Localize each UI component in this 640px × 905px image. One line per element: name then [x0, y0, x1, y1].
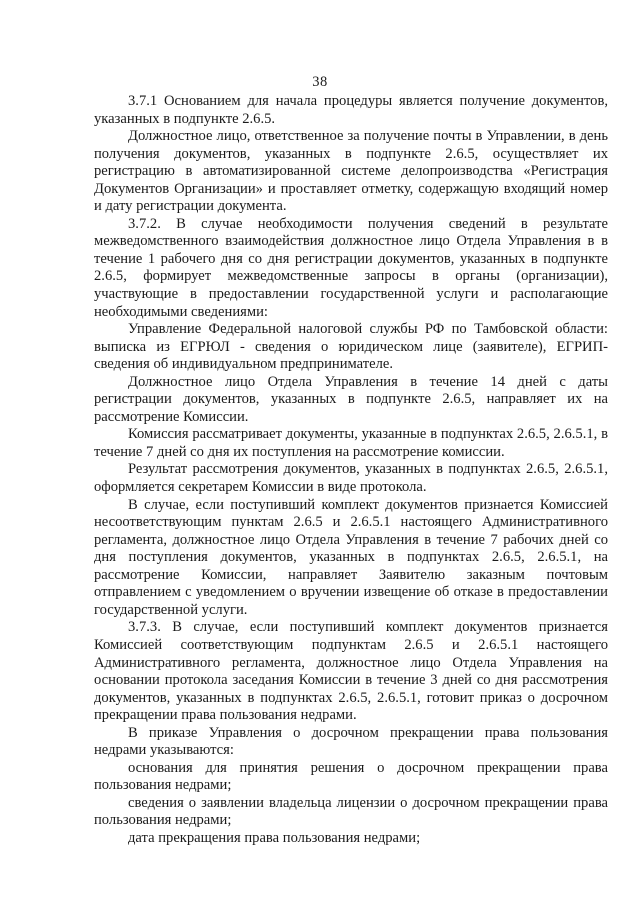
paragraph-commission-review: Комиссия рассматривает документы, указанные в подпунктах 2.6.5, 2.6.5.1, в течение 7 дней со дня их поступления на рассмотрение комиссии.: [94, 426, 608, 460]
paragraph-order-contents: В приказе Управления о досрочном прекращении права пользования недрами указываются:: [94, 724, 608, 759]
paragraph-review-result: Результат рассмотрения документов, указанных в подпунктах 2.6.5, 2.6.5.1, оформляется секретарем Комиссии в виде протокола.: [94, 461, 608, 496]
list-item-license-holder-application: сведения о заявлении владельца лицензии о досрочном прекращении права пользования недрами;: [94, 794, 608, 829]
paragraph-3-7-2: 3.7.2. В случае необходимости получения сведений в результате межведомственного взаимодействия должностное лицо Отдела Управления в в течение 1 рабочего дня со дня регистрации документов, указанных в подпункте 2.6.5, формирует межведомственные запросы в органы (организации), участвующие в предоставлении государственной услуги и располагающие необходимыми сведениями:: [94, 215, 608, 320]
paragraph-refusal: В случае, если поступивший комплект документов признается Комиссией несоответствующим пунктам 2.6.5 и 2.6.5.1 настоящего Административного регламента, должностное лицо Отдела Управления в течение 7 рабочих дней со дня поступления документов, указанных в подпунктах 2.6.5, 2.6.5.1, на рассмотрение Комиссии, направляет Заявителю заказным почтовым отправлением с уведомлением о вручении извещение об отказе в предоставлении государственной услуги.: [94, 496, 608, 618]
paragraph-referral-to-commission: Должностное лицо Отдела Управления в течение 14 дней с даты регистрации документов, указанных в подпункте 2.6.5, направляет их на рассмотрение Комиссии.: [94, 373, 608, 425]
list-item-grounds: основания для принятия решения о досрочном прекращении права пользования недрами;: [94, 759, 608, 794]
paragraph-3-7-3: 3.7.3. В случае, если поступивший комплект документов признается Комиссией соответствующим подпунктам 2.6.5 и 2.6.5.1 настоящего Административного регламента, должностное лицо Отдела Управления на основании протокола заседания Комиссии в течение 3 дней со дня рассмотрения документов, указанных в подпунктах 2.6.5, 2.6.5.1, готовит приказ о досрочном прекращении права пользования недрами.: [94, 619, 608, 724]
paragraph-3-7-1: 3.7.1 Основанием для начала процедуры является получение документов, указанных в подпункте 2.6.5.: [94, 93, 608, 127]
page-number: 38: [312, 74, 328, 90]
document-body: [94, 93, 608, 848]
list-item-termination-date: дата прекращения права пользования недрами;: [128, 829, 421, 846]
paragraph-mail-registration: Должностное лицо, ответственное за получение почты в Управлении, в день получения документов, указанных в подпункте 2.6.5, осуществляет их регистрацию в автоматизированной системе делопроизводства «Регистрация Документов Организации» и проставляет отметку, содержащую входящий номер и дату регистрации документа.: [94, 128, 608, 215]
paragraph-tax-service: Управление Федеральной налоговой службы РФ по Тамбовской области: выписка из ЕГРЮЛ - сведения о юридическом лице (заявителе), ЕГРИП- сведения об индивидуальном предпринимателе.: [94, 321, 608, 373]
